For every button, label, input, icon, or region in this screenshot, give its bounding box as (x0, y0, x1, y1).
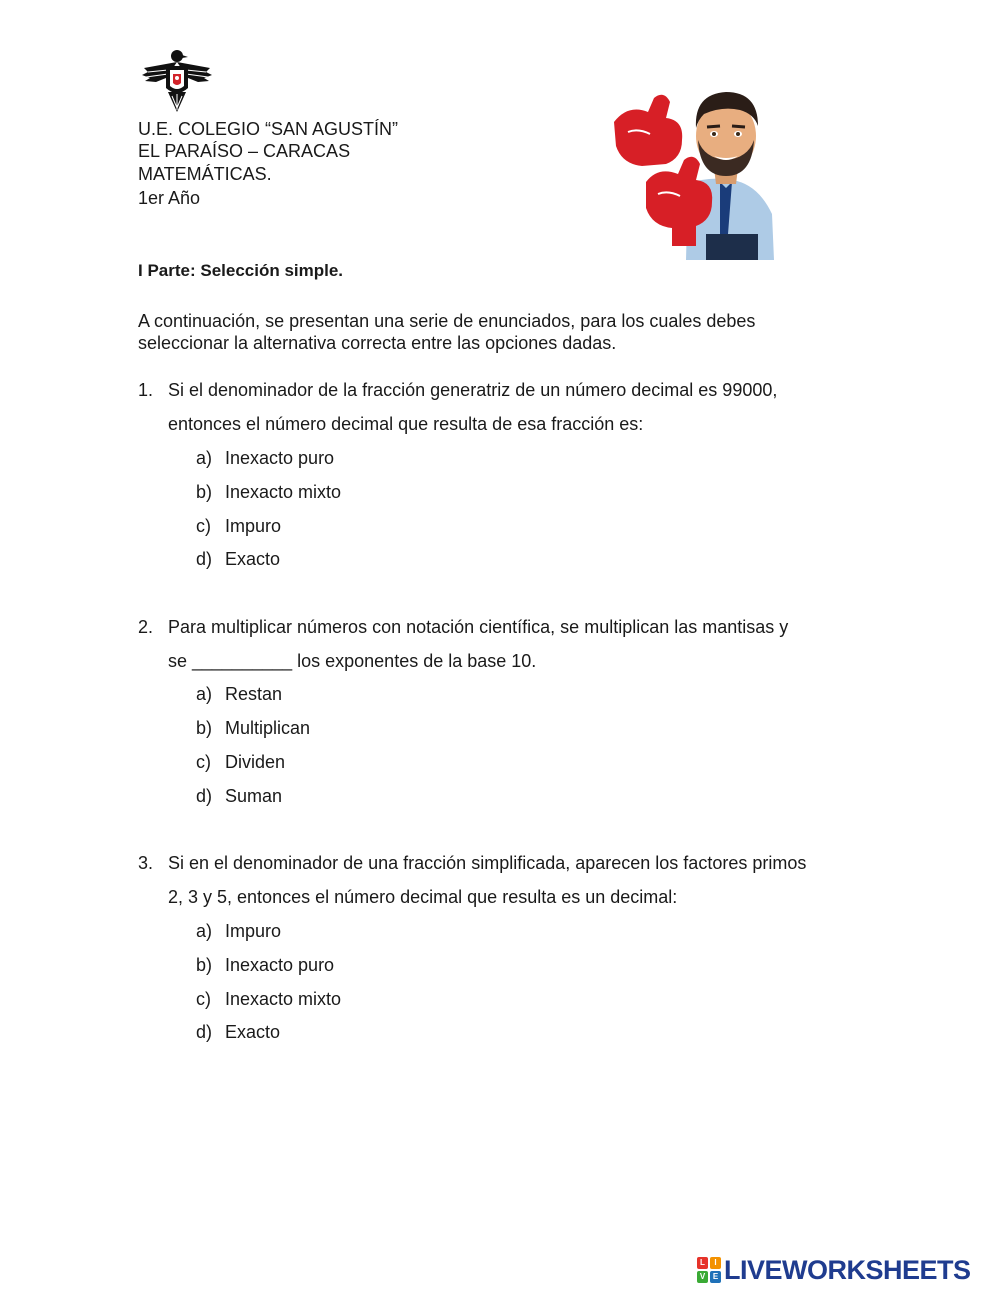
option-text[interactable]: Inexacto puro (225, 448, 335, 468)
option-letter: a) (196, 921, 213, 941)
option-letter: b) (196, 718, 213, 738)
option-letter: d) (196, 549, 213, 569)
option-letter: d) (196, 786, 213, 806)
option-letter: a) (196, 448, 213, 468)
option-text[interactable]: Inexacto mixto (225, 482, 342, 502)
badge-cell: V (697, 1271, 708, 1283)
teacher-thumbs-up-icon (608, 84, 778, 260)
brand-name: LIVEWORKSHEETS (724, 1254, 971, 1285)
option-letter: d) (196, 1022, 213, 1042)
option-text[interactable]: Inexacto mixto (225, 989, 342, 1009)
question-text-line2: entonces el número decimal que resulta de esa fracción es: (168, 414, 644, 434)
question-text-line2: 2, 3 y 5, entonces el número decimal que resulta es un decimal: (168, 887, 678, 907)
option-text[interactable]: Suman (225, 786, 283, 806)
question-text-line2: se __________ los exponentes de la base 10. (168, 651, 537, 671)
question-number: 1. (138, 380, 154, 400)
school-location: EL PARAÍSO – CARACAS (138, 141, 351, 161)
grade: 1er Año (138, 188, 201, 208)
option-letter: c) (196, 752, 211, 772)
badge-cell: E (710, 1271, 721, 1283)
option-text[interactable]: Impuro (225, 921, 282, 941)
question-text-line1: Si en el denominador de una fracción simplificada, aparecen los factores primos (168, 853, 807, 873)
school-name: U.E. COLEGIO “SAN AGUSTÍN” (138, 119, 399, 139)
option-text[interactable]: Exacto (225, 549, 281, 569)
option-text[interactable]: Restan (225, 684, 283, 704)
intro-line-2: seleccionar la alternativa correcta entre las opciones dadas. (138, 333, 617, 353)
question-text-line1: Para multiplicar números con notación científica, se multiplican las mantisas y (168, 617, 789, 637)
question-text-line1: Si el denominador de la fracción generatriz de un número decimal es 99000, (168, 380, 778, 400)
option-letter: c) (196, 989, 211, 1009)
option-text[interactable]: Impuro (225, 516, 282, 536)
option-text[interactable]: Exacto (225, 1022, 281, 1042)
option-letter: a) (196, 684, 213, 704)
brand-badge-icon (697, 1257, 721, 1283)
liveworksheets-logo (697, 1256, 971, 1284)
badge-cell: I (710, 1257, 721, 1269)
option-text[interactable]: Inexacto puro (225, 955, 335, 975)
option-text[interactable]: Multiplican (225, 718, 311, 738)
subject: MATEMÁTICAS. (138, 164, 272, 184)
intro-line-1: A continuación, se presentan una serie de enunciados, para los cuales debes (138, 311, 756, 331)
option-letter: c) (196, 516, 211, 536)
question-number: 3. (138, 853, 154, 873)
section-title: I Parte: Selección simple. (138, 261, 344, 280)
option-text[interactable]: Dividen (225, 752, 286, 772)
option-letter: b) (196, 482, 213, 502)
question-number: 2. (138, 617, 154, 637)
option-letter: b) (196, 955, 213, 975)
badge-cell: L (697, 1257, 708, 1269)
school-crest-icon (138, 48, 216, 114)
